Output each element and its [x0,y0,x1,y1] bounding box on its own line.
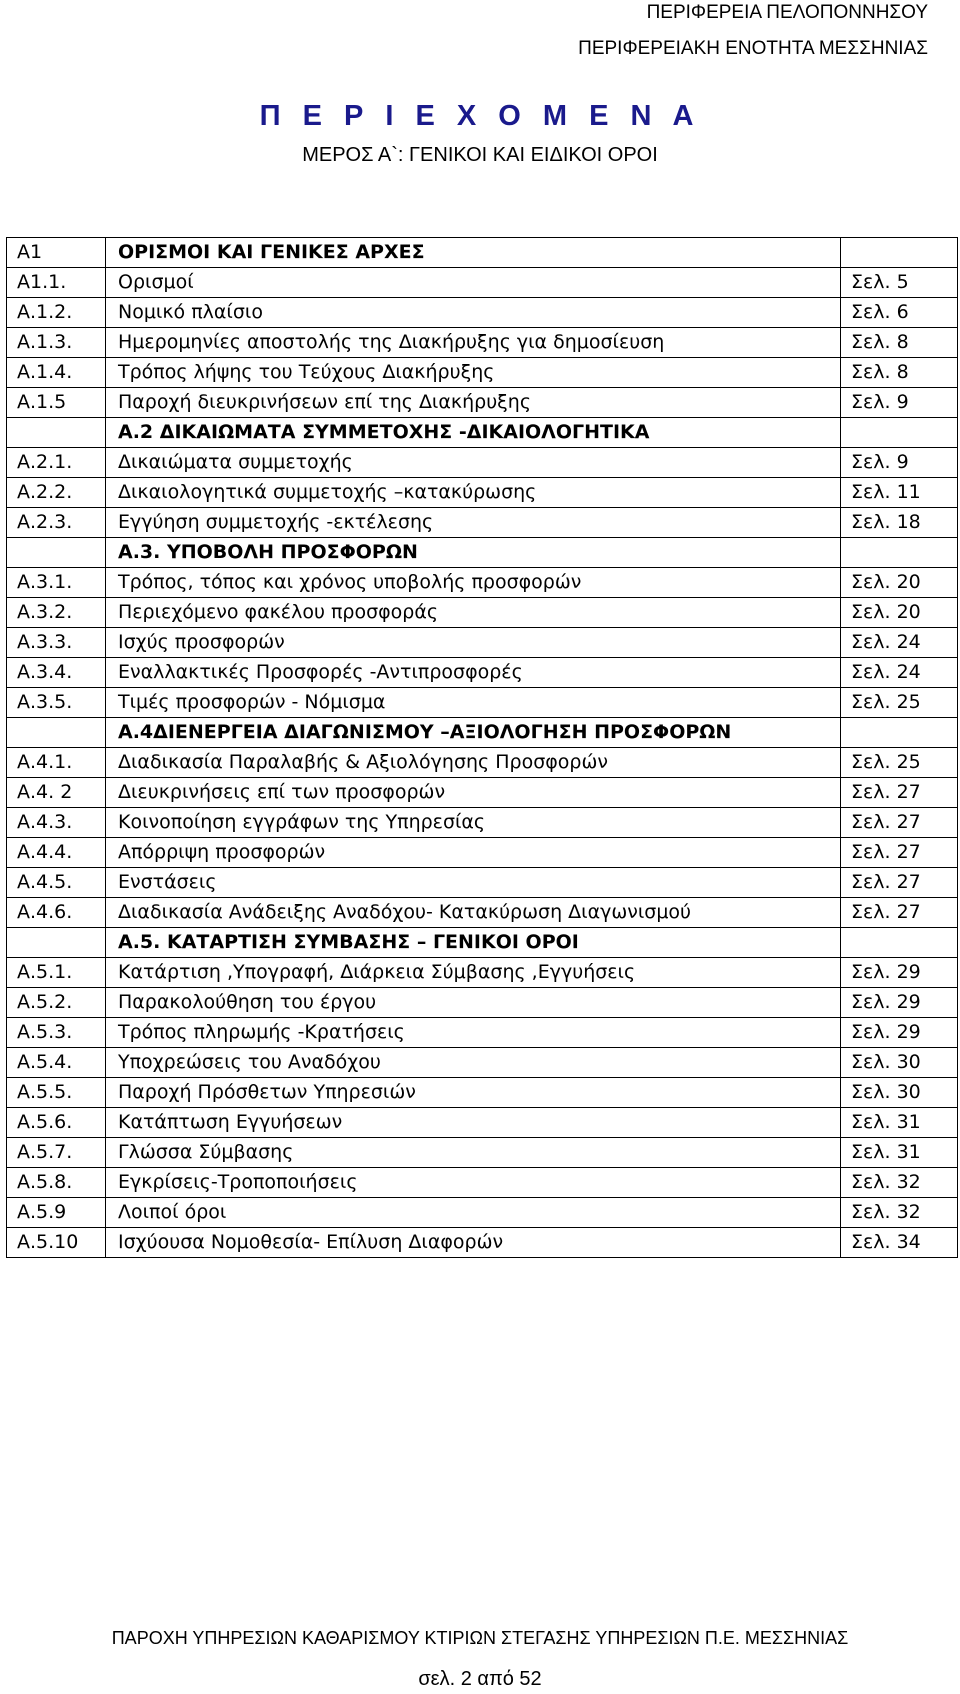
toc-title: Ισχύουσα Νομοθεσία- Επίλυση Διαφορών [106,1228,841,1258]
toc-row [7,328,958,358]
toc-row [7,868,958,898]
toc-title: Ορισμοί [106,268,841,298]
header-region-name: ΠΕΡΙΦΕΡΕΙΑ ΠΕΛΟΠΟΝΝΗΣΟΥ [646,2,928,23]
toc-code: Α.1.5 [7,388,106,418]
toc-page: Σελ. 31 [841,1138,958,1168]
toc-title: Νομικό πλαίσιο [106,298,841,328]
toc-section-row [7,928,958,958]
toc-title: Α.2 ΔΙΚΑΙΩΜΑΤΑ ΣΥΜΜΕΤΟΧΗΣ -ΔΙΚΑΙΟΛΟΓΗΤΙΚΑ [106,418,841,448]
toc-row [7,1168,958,1198]
toc-page: Σελ. 27 [841,808,958,838]
toc-section-row [7,538,958,568]
toc-page: Σελ. 5 [841,268,958,298]
toc-section-row [7,418,958,448]
toc-title: Απόρριψη προσφορών [106,838,841,868]
toc-row [7,958,958,988]
toc-code: Α.5.9 [7,1198,106,1228]
toc-section-row [7,238,958,268]
toc-page: Σελ. 30 [841,1078,958,1108]
toc-title: Ημερομηνίες αποστολής της Διακήρυξης για δημοσίευση [106,328,841,358]
toc-code: Α.1.3. [7,328,106,358]
toc-code: Α.4.5. [7,868,106,898]
toc-title: Κοινοποίηση εγγράφων της Υπηρεσίας [106,808,841,838]
toc-row [7,1018,958,1048]
page-title: Π Ε Ρ Ι Ε Χ Ο Μ Ε Ν Α [259,100,701,132]
toc-title: Ισχύς προσφορών [106,628,841,658]
toc-title: Περιεχόμενο φακέλου προσφοράς [106,598,841,628]
footer-page-number: σελ. 2 από 52 [418,1668,542,1690]
toc-code: Α.5.3. [7,1018,106,1048]
footer-project-title: ΠΑΡΟΧΗ ΥΠΗΡΕΣΙΩΝ ΚΑΘΑΡΙΣΜΟΥ ΚΤΙΡΙΩΝ ΣΤΕΓΑΣΗΣ ΥΠΗΡΕΣΙΩΝ Π.Ε. ΜΕΣΣΗΝΙΑΣ [111,1628,849,1648]
toc-code: Α.4.6. [7,898,106,928]
toc-code: Α.3.1. [7,568,106,598]
toc-page [841,718,958,748]
toc-page: Σελ. 8 [841,358,958,388]
toc-row [7,478,958,508]
toc-row [7,358,958,388]
toc-title: Διαδικασία Ανάδειξης Αναδόχου- Κατακύρωση Διαγωνισμού [106,898,841,928]
toc-row [7,268,958,298]
toc-body [7,238,958,1258]
toc-code [7,418,106,448]
toc-page: Σελ. 18 [841,508,958,538]
toc-code: Α.5.1. [7,958,106,988]
toc-title: Τιμές προσφορών - Νόμισμα [106,688,841,718]
toc-code: Α.2.1. [7,448,106,478]
toc-code: Α.3.2. [7,598,106,628]
toc-page: Σελ. 31 [841,1108,958,1138]
toc-row [7,1228,958,1258]
toc-code: Α.1.2. [7,298,106,328]
toc-row [7,748,958,778]
toc-page: Σελ. 9 [841,388,958,418]
toc-title: Κατάπτωση Εγγυήσεων [106,1108,841,1138]
toc-page: Σελ. 32 [841,1198,958,1228]
toc-row [7,838,958,868]
toc-row [7,1048,958,1078]
toc-title: ΟΡΙΣΜΟΙ ΚΑΙ ΓΕΝΙΚΕΣ ΑΡΧΕΣ [106,238,841,268]
toc-title: Τρόπος πληρωμής -Κρατήσεις [106,1018,841,1048]
toc-page: Σελ. 29 [841,958,958,988]
toc-row [7,988,958,1018]
toc-title: Α.3. ΥΠΟΒΟΛΗ ΠΡΟΣΦΟΡΩΝ [106,538,841,568]
toc-code: Α.3.5. [7,688,106,718]
toc-row [7,1108,958,1138]
toc-code: Α.5.4. [7,1048,106,1078]
toc-title: Διαδικασία Παραλαβής & Αξιολόγησης Προσφορών [106,748,841,778]
toc-title: Εγκρίσεις-Τροποποιήσεις [106,1168,841,1198]
toc-code: Α.5.5. [7,1078,106,1108]
toc-code: Α.5.6. [7,1108,106,1138]
toc-title: Λοιποί όροι [106,1198,841,1228]
toc-row [7,448,958,478]
toc-code: Α.3.3. [7,628,106,658]
toc-page [841,538,958,568]
toc-title: Γλώσσα Σύμβασης [106,1138,841,1168]
toc-page: Σελ. 27 [841,778,958,808]
toc-code [7,928,106,958]
toc-page [841,928,958,958]
toc-title: Τρόπος, τόπος και χρόνος υποβολής προσφορών [106,568,841,598]
toc-page: Σελ. 29 [841,1018,958,1048]
toc-row [7,598,958,628]
toc-row [7,688,958,718]
toc-code: Α.4.4. [7,838,106,868]
toc-row [7,1138,958,1168]
toc-title: Τρόπος λήψης του Τεύχους Διακήρυξης [106,358,841,388]
toc-page: Σελ. 30 [841,1048,958,1078]
toc-row [7,628,958,658]
toc-code [7,718,106,748]
toc-page: Σελ. 6 [841,298,958,328]
table-of-contents [6,237,958,1258]
toc-title: Κατάρτιση ,Υπογραφή, Διάρκεια Σύμβασης ,Εγγυήσεις [106,958,841,988]
toc-page: Σελ. 29 [841,988,958,1018]
toc-page: Σελ. 27 [841,838,958,868]
toc-section-row [7,718,958,748]
toc-code: Α.4.1. [7,748,106,778]
toc-title: Δικαιολογητικά συμμετοχής –κατακύρωσης [106,478,841,508]
toc-code: Α.4. 2 [7,778,106,808]
toc-page: Σελ. 32 [841,1168,958,1198]
toc-title: Εγγύηση συμμετοχής -εκτέλεσης [106,508,841,538]
toc-title: Α.5. ΚΑΤΑΡΤΙΣΗ ΣΥΜΒΑΣΗΣ – ΓΕΝΙΚΟΙ ΟΡΟΙ [106,928,841,958]
toc-page [841,238,958,268]
toc-code: Α1 [7,238,106,268]
toc-page: Σελ. 27 [841,868,958,898]
toc-title: Α.4ΔΙΕΝΕΡΓΕΙΑ ΔΙΑΓΩΝΙΣΜΟΥ –ΑΞΙΟΛΟΓΗΣΗ ΠΡΟΣΦΟΡΩΝ [106,718,841,748]
toc-page: Σελ. 20 [841,568,958,598]
toc-code: Α.5.7. [7,1138,106,1168]
toc-code: Α.2.3. [7,508,106,538]
toc-page: Σελ. 24 [841,628,958,658]
toc-code [7,538,106,568]
toc-row [7,778,958,808]
toc-page: Σελ. 25 [841,688,958,718]
toc-code: Α.1.4. [7,358,106,388]
toc-page: Σελ. 34 [841,1228,958,1258]
toc-code: Α.5.10 [7,1228,106,1258]
toc-page: Σελ. 25 [841,748,958,778]
toc-code: Α1.1. [7,268,106,298]
toc-row [7,808,958,838]
toc-title: Υποχρεώσεις του Αναδόχου [106,1048,841,1078]
toc-page: Σελ. 20 [841,598,958,628]
toc-title: Εναλλακτικές Προσφορές -Αντιπροσφορές [106,658,841,688]
toc-title: Παρακολούθηση του έργου [106,988,841,1018]
toc-code: Α.3.4. [7,658,106,688]
toc-row [7,898,958,928]
toc-title: Δικαιώματα συμμετοχής [106,448,841,478]
toc-row [7,298,958,328]
toc-title: Διευκρινήσεις επί των προσφορών [106,778,841,808]
toc-page: Σελ. 9 [841,448,958,478]
toc-title: Παροχή διευκρινήσεων επί της Διακήρυξης [106,388,841,418]
toc-code: Α.2.2. [7,478,106,508]
toc-page: Σελ. 24 [841,658,958,688]
toc-row [7,658,958,688]
toc-row [7,1078,958,1108]
toc-row [7,568,958,598]
toc-code: Α.5.2. [7,988,106,1018]
toc-page [841,418,958,448]
toc-code: Α.4.3. [7,808,106,838]
toc-row [7,388,958,418]
toc-row [7,508,958,538]
toc-title: Παροχή Πρόσθετων Υπηρεσιών [106,1078,841,1108]
header-regional-unit: ΠΕΡΙΦΕΡΕΙΑΚΗ ΕΝΟΤΗΤΑ ΜΕΣΣΗΝΙΑΣ [578,38,928,59]
toc-title: Ενστάσεις [106,868,841,898]
toc-page: Σελ. 8 [841,328,958,358]
toc-code: Α.5.8. [7,1168,106,1198]
page-subtitle: ΜΕΡΟΣ Α`: ΓΕΝΙΚΟΙ ΚΑΙ ΕΙΔΙΚΟΙ ΟΡΟΙ [302,144,658,166]
toc-page: Σελ. 27 [841,898,958,928]
toc-page: Σελ. 11 [841,478,958,508]
toc-row [7,1198,958,1228]
